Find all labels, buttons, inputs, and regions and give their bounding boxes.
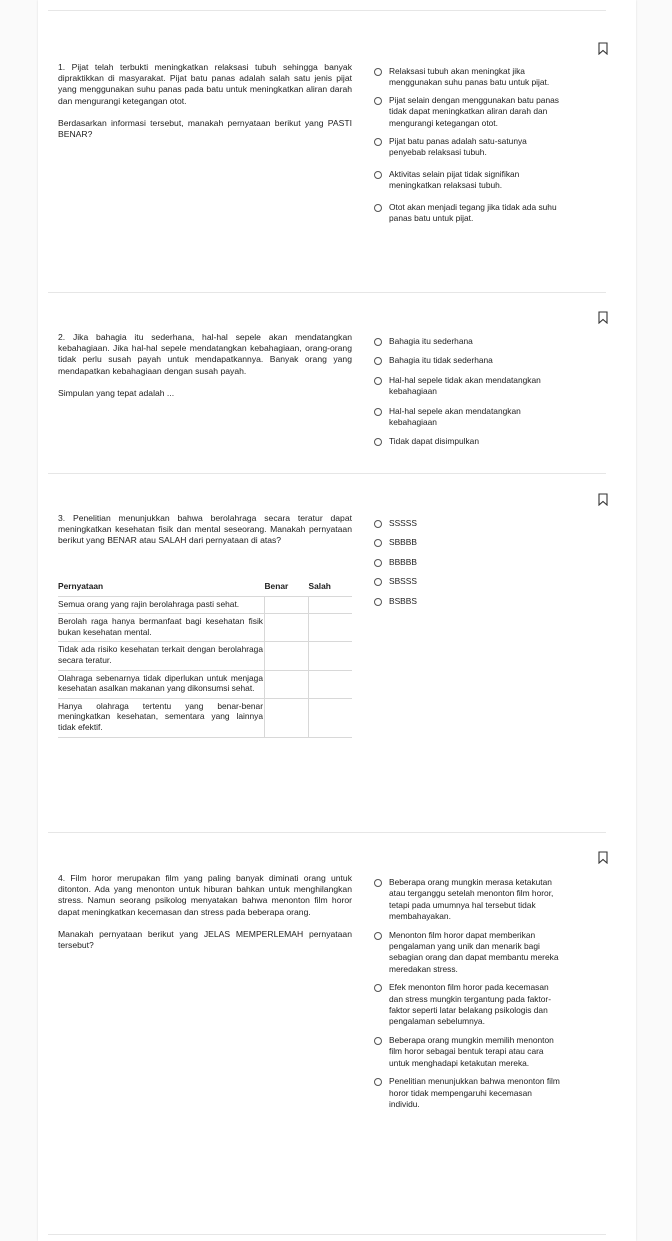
separator <box>48 832 606 833</box>
question-2 <box>58 332 352 399</box>
option-label: Pijat batu panas adalah satu-satunya penyebab relaksasi tubuh. <box>389 136 527 158</box>
table-header-row <box>58 578 352 596</box>
false-cell[interactable] <box>309 614 353 642</box>
true-cell[interactable] <box>265 642 309 670</box>
question-prompt: Manakah pernyataan berikut yang JELAS MEMPERLEMAH pernyataan tersebut? <box>58 928 352 951</box>
option-e[interactable] <box>374 202 564 225</box>
option-label: Efek menonton film horor pada kecemasan dan stress mungkin tergantung pada faktor-faktor seperti latar belakang psikologis dan pengalaman sebelumnya. <box>389 982 552 1027</box>
option-b[interactable] <box>374 537 564 548</box>
option-label: Pijat selain dengan menggunakan batu panas tidak dapat meningkatkan aliran darah dan mengurangi ketegangan otot. <box>389 94 559 128</box>
option-label: Aktivitas selain pijat tidak signifikan meningkatkan relaksasi tubuh. <box>389 168 520 191</box>
option-a[interactable] <box>374 518 564 529</box>
option-label: BBBBB <box>389 556 417 567</box>
radio-button[interactable] <box>374 68 382 76</box>
statement-table <box>58 578 352 738</box>
question-prompt: Simpulan yang tepat adalah ... <box>58 387 175 398</box>
separator <box>48 10 606 11</box>
radio-button[interactable] <box>374 598 382 606</box>
option-label: Beberapa orang mungkin memilih menonton film horor sebagai bentuk terapi atau cara untuk menghadapi ketakutan mereka. <box>389 1034 554 1068</box>
radio-button[interactable] <box>374 578 382 586</box>
bookmark-icon[interactable] <box>598 493 608 506</box>
table-row <box>58 596 352 614</box>
document-page <box>38 0 636 1241</box>
column-header-true: Benar <box>264 581 289 591</box>
false-cell[interactable] <box>309 670 353 698</box>
column-header-false: Salah <box>308 581 331 591</box>
option-label: Beberapa orang mungkin merasa ketakutan atau terganggu setelah menonton film horor, tetapi pada umumnya hal tersebut tidak membahayakan. <box>389 877 554 922</box>
radio-button[interactable] <box>374 1078 382 1086</box>
option-a[interactable] <box>374 66 564 89</box>
false-cell[interactable] <box>309 596 353 614</box>
option-b[interactable] <box>374 355 564 366</box>
option-c[interactable] <box>374 375 564 398</box>
option-c[interactable] <box>374 136 564 159</box>
option-label: SBSSS <box>389 576 417 587</box>
question-number: 2. <box>58 332 66 342</box>
option-label: SBBBB <box>389 537 417 548</box>
false-cell[interactable] <box>309 642 353 670</box>
options-q3 <box>374 518 564 607</box>
radio-button[interactable] <box>374 520 382 528</box>
question-number: 1. <box>58 62 66 72</box>
option-a[interactable] <box>374 877 564 923</box>
question-1 <box>58 62 352 140</box>
option-e[interactable] <box>374 1076 564 1110</box>
radio-button[interactable] <box>374 438 382 446</box>
radio-button[interactable] <box>374 377 382 385</box>
table-row <box>58 698 352 737</box>
true-cell[interactable] <box>265 698 309 737</box>
radio-button[interactable] <box>374 357 382 365</box>
true-cell[interactable] <box>265 614 309 642</box>
options-q2 <box>374 336 564 448</box>
bookmark-icon[interactable] <box>598 851 608 864</box>
option-label: Tidak dapat disimpulkan <box>389 436 480 447</box>
separator <box>48 473 606 474</box>
radio-button[interactable] <box>374 338 382 346</box>
true-cell[interactable] <box>265 596 309 614</box>
option-d[interactable] <box>374 576 564 587</box>
column-header-statement: Pernyataan <box>58 581 104 591</box>
separator <box>48 292 606 293</box>
statement-cell: Hanya olahraga tertentu yang benar-benar meningkatkan kesehatan, sementara yang lainnya tidak efektif. <box>58 698 265 737</box>
radio-button[interactable] <box>374 97 382 105</box>
statement-cell: Berolah raga hanya bermanfaat bagi kesehatan fisik bukan kesehatan mental. <box>58 614 265 642</box>
question-text: Pijat telah terbukti meningkatkan relaksasi tubuh sehingga banyak dipraktikkan di masyarakat. Pijat batu panas adalah salah satu jenis pijat yang menggunakan suhu panas pada batu untuk meningkatkan aliran darah dan mengurangi ketegangan otot. <box>58 62 353 106</box>
statement-cell: Tidak ada risiko kesehatan terkait dengan berolahraga secara teratur. <box>58 642 265 670</box>
option-b[interactable] <box>374 930 564 976</box>
question-3 <box>58 513 352 547</box>
option-e[interactable] <box>374 596 564 607</box>
option-label: Bahagia itu tidak sederhana <box>389 355 493 366</box>
bookmark-icon[interactable] <box>598 311 608 324</box>
question-text: Jika bahagia itu sederhana, hal-hal sepele akan mendatangkan kebahagiaan. Jika hal-hal sepele mendatangkan kebahagiaan, orang-orang tidak perlu susah payah untuk mendapatkannya. Banyak orang yang mendapatkan kebahagiaan dengan susah payah. <box>58 332 353 376</box>
table-row <box>58 642 352 670</box>
option-label: Menonton film horor dapat memberikan pengalaman yang unik dan menarik bagi sebagian orang dan dapat membantu mereka meredakan stress. <box>389 929 559 974</box>
option-label: Otot akan menjadi tegang jika tidak ada suhu panas batu untuk pijat. <box>389 201 557 224</box>
question-text: Film horor merupakan film yang paling banyak diminati orang untuk ditonton. Ada yang menonton untuk hiburan bahkan untuk menghilangkan stress. Namun seorang psikolog menyatakan bahwa menonton film horor dapat meningkatkan kecemasan dan stress pada beberapa orang. <box>58 873 352 917</box>
radio-button[interactable] <box>374 539 382 547</box>
bookmark-icon[interactable] <box>598 42 608 55</box>
false-cell[interactable] <box>309 698 353 737</box>
true-cell[interactable] <box>265 670 309 698</box>
table-row <box>58 614 352 642</box>
option-label: Hal-hal sepele tidak akan mendatangkan kebahagiaan <box>389 374 541 397</box>
radio-button[interactable] <box>374 408 382 416</box>
option-c[interactable] <box>374 982 564 1028</box>
question-number: 3. <box>58 513 66 523</box>
option-label: Relaksasi tubuh akan meningkat jika menggunakan suhu panas batu untuk pijat. <box>389 66 550 88</box>
table-row <box>58 670 352 698</box>
question-prompt: Berdasarkan informasi tersebut, manakah pernyataan berikut yang PASTI BENAR? <box>58 117 352 140</box>
radio-button[interactable] <box>374 138 382 146</box>
radio-button[interactable] <box>374 559 382 567</box>
question-number: 4. <box>58 873 66 883</box>
option-c[interactable] <box>374 557 564 568</box>
question-4 <box>58 873 352 951</box>
options-q1 <box>374 66 564 224</box>
radio-button[interactable] <box>374 932 382 940</box>
option-label: Penelitian menunjukkan bahwa menonton film horor tidak mempengaruhi kecemasan individu. <box>389 1076 560 1109</box>
option-d[interactable] <box>374 169 564 192</box>
option-label: Bahagia itu sederhana <box>389 336 473 346</box>
statement-cell: Olahraga sebenarnya tidak diperlukan untuk menjaga kesehatan asalkan makanan yang dikonsumsi sehat. <box>58 670 265 698</box>
option-b[interactable] <box>374 95 564 129</box>
option-a[interactable] <box>374 336 564 347</box>
option-e[interactable] <box>374 436 564 447</box>
statement-cell: Semua orang yang rajin berolahraga pasti sehat. <box>58 596 265 614</box>
option-d[interactable] <box>374 406 564 429</box>
option-label: SSSSS <box>389 518 417 528</box>
option-d[interactable] <box>374 1035 564 1069</box>
option-label: BSBBS <box>389 595 417 606</box>
options-q4 <box>374 877 564 1110</box>
radio-button[interactable] <box>374 984 382 992</box>
radio-button[interactable] <box>374 1037 382 1045</box>
option-label: Hal-hal sepele akan mendatangkan kebahagiaan <box>389 405 521 428</box>
radio-button[interactable] <box>374 204 382 212</box>
radio-button[interactable] <box>374 879 382 887</box>
radio-button[interactable] <box>374 171 382 179</box>
question-text: Penelitian menunjukkan bahwa berolahraga secara teratur dapat meningkatkan kesehatan fisik dan mental seseorang. Manakah pernyataan berikut yang BENAR atau SALAH dari pernyataan di atas? <box>58 513 352 546</box>
separator <box>48 1234 606 1235</box>
